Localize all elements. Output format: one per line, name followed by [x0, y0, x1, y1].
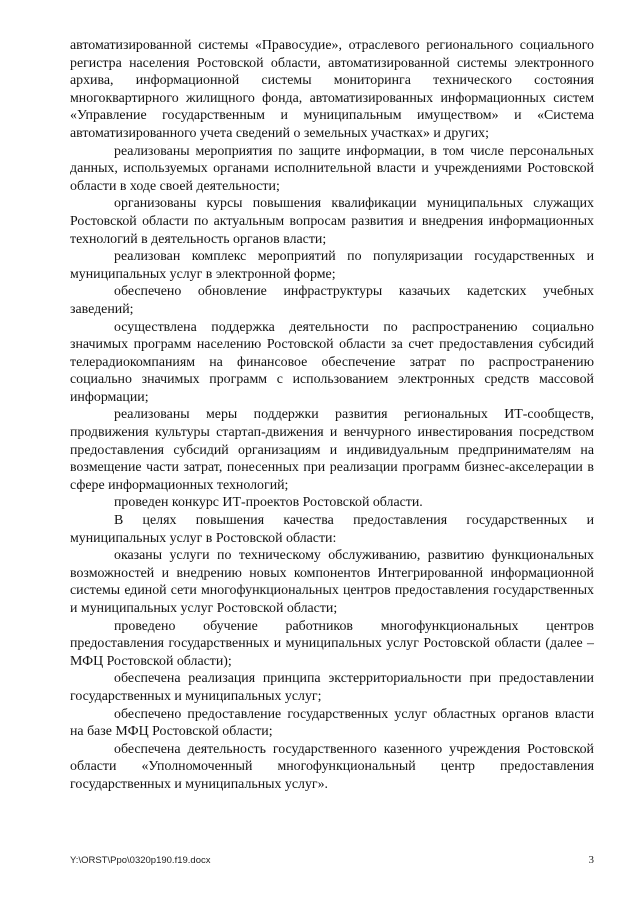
paragraph-data-protection: реализованы мероприятия по защите информации, в том числе персональных данных, используемых органами исполнительной власти и учреждениями Ростовской области в ходе своей деятельности; [70, 143, 594, 194]
paragraph-systems-list: автоматизированной системы «Правосудие», отраслевого регионального социального регистра населения Ростовской области, автоматизированной системы электронного архива, информационной системы мониторинга технического состояния многоквартирного жилищного фонда, автоматизированных информационных систем «Управление государственным и муниципальным имуществом» и «Система автоматизированного учета сведений о земельных участках» и других; [70, 38, 594, 141]
paragraph-services-quality-intro: В целях повышения качества предоставления государственных и муниципальных услуг в Ростовской области: [70, 513, 594, 546]
paragraph-popularization: реализован комплекс мероприятий по популяризации государственных и муниципальных услуг в электронной форме; [70, 249, 594, 282]
paragraph-regional-services: обеспечено предоставление государственных услуг областных органов власти на базе МФЦ Ростовской области; [70, 706, 594, 740]
paragraph-mfc-staff-training: проведено обучение работников многофункциональных центров предоставления государственных и муниципальных услуг Ростовской области (далее – МФЦ Ростовской области); [70, 618, 594, 669]
paragraph-broadcast-subsidies: осуществлена поддержка деятельности по распространению социально значимых программ населению Ростовской области за счет предоставления субсидий телерадиокомпаниям на финансовое обеспечение затрат по распространению социально значимых программ с использованием электронных средств массовой информации; [70, 319, 594, 405]
paragraph-cadet-infrastructure: обеспечено обновление инфраструктуры казачьих кадетских учебных заведений; [70, 284, 594, 317]
paragraph-training-courses: организованы курсы повышения квалификации муниципальных служащих Ростовской области по актуальным вопросам развития и внедрения информационных технологий в деятельность органов власти; [70, 196, 594, 247]
paragraph-it-contest: проведен конкурс ИТ-проектов Ростовской области. [114, 495, 423, 511]
paragraph-maintenance-services: оказаны услуги по техническому обслуживанию, развитию функциональных возможностей и внедрению новых компонентов Интегрированной информационной системы единой сети многофункциональных центров предоставления государственных и муниципальных услуг Ростовской области; [70, 548, 594, 616]
document-body [70, 37, 594, 794]
paragraph-it-communities: реализованы меры поддержки развития региональных ИТ-сообществ, продвижения культуры стартап-движения и венчурного инвестирования посредством предоставления субсидий организациям и индивидуальным предпринимателям на возмещение части затрат, понесенных при реализации программ бизнес-акселерации в сфере информационных технологий; [70, 407, 594, 493]
file-path-label: Y:\ORST\Ppo\0320p190.f19.docx [70, 855, 211, 866]
paragraph-authorized-mfc: обеспечена деятельность государственного казенного учреждения Ростовской области «Уполномоченный многофункциональный центр предоставления государственных и муниципальных услуг». [70, 741, 594, 792]
page-number: 3 [588, 854, 594, 866]
paragraph-extraterritoriality: обеспечена реализация принципа экстерриториальности при предоставлении государственных и муниципальных услуг; [70, 671, 594, 704]
